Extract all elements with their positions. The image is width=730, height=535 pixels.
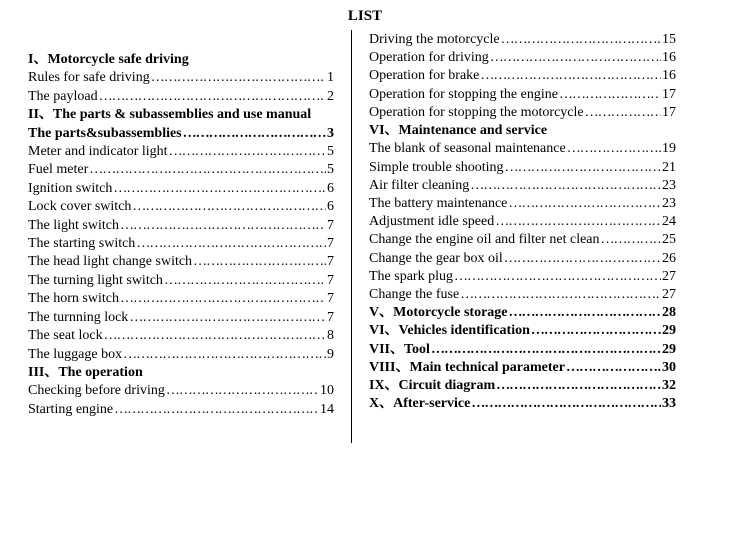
toc-entry-title: VII、Tool — [369, 341, 430, 357]
toc-entry-title: Operation for stopping the motorcycle — [369, 104, 584, 120]
column-divider — [351, 30, 352, 443]
toc-entry-page: 8 — [327, 328, 334, 344]
toc-entry-page: 33 — [662, 396, 676, 412]
toc-entry-page: 7 — [327, 309, 334, 325]
toc-entry-page: 10 — [320, 383, 334, 399]
toc-entry[interactable] — [28, 290, 334, 308]
toc-entry-page: 24 — [662, 214, 676, 230]
toc-entry-title: The battery maintenance — [369, 196, 508, 212]
toc-entry[interactable] — [28, 309, 334, 327]
toc-section-heading: VI、Maintenance and service — [369, 123, 548, 139]
toc-entry-page: 17 — [662, 104, 676, 120]
toc-entry-page: 17 — [662, 86, 676, 102]
toc-entry-page: 1 — [327, 70, 334, 86]
toc-entry-page: 32 — [662, 378, 676, 394]
toc-entry-title: Driving the motorcycle — [369, 32, 500, 47]
toc-entry-page: 5 — [327, 162, 334, 178]
toc-entry-page: 6 — [327, 180, 334, 196]
toc-entry-page: 16 — [662, 50, 676, 66]
toc-entry-page: 7 — [327, 254, 334, 270]
toc-entry-page: 9 — [327, 346, 334, 362]
toc-entry-title: Operation for stopping the engine — [369, 86, 558, 102]
toc-entry[interactable] — [369, 250, 676, 268]
toc-entry-page: 28 — [662, 305, 676, 321]
dot-leader — [508, 195, 661, 213]
dot-leader — [567, 140, 661, 158]
toc-entry[interactable] — [369, 86, 676, 104]
toc-section-heading: II、The parts & subassemblies and use manual — [28, 107, 312, 123]
toc-entry[interactable] — [369, 395, 676, 413]
dot-leader — [123, 346, 326, 364]
toc-entry-title: The starting switch — [28, 236, 136, 252]
dot-leader — [136, 235, 326, 253]
toc-entry-page: 23 — [662, 196, 676, 212]
toc-entry-page: 7 — [327, 272, 334, 288]
toc-entry-title: V、Motorcycle storage — [369, 305, 508, 321]
dot-leader — [164, 272, 326, 290]
dot-leader — [585, 104, 661, 122]
toc-entry-title: Rules for safe driving — [28, 70, 150, 86]
toc-entry-title: Fuel meter — [28, 162, 89, 178]
toc-entry-page: 29 — [662, 323, 676, 339]
toc-entry-title: Simple trouble shooting — [369, 159, 504, 175]
toc-entry[interactable] — [28, 382, 334, 400]
dot-leader — [129, 309, 326, 327]
toc-entry[interactable] — [28, 253, 334, 271]
toc-entry-title: The seat lock — [28, 328, 103, 344]
toc-entry-page: 5 — [327, 144, 334, 160]
dot-leader — [169, 143, 326, 161]
toc-entry-title: X、After-service — [369, 396, 471, 412]
toc-entry[interactable] — [369, 341, 676, 359]
toc-entry-page: 3 — [327, 125, 334, 141]
toc-entry-title: Checking before driving — [28, 383, 165, 399]
dot-leader — [496, 377, 661, 395]
toc-entry-title: Starting engine — [28, 401, 114, 417]
toc-entry-title: VIII、Main technical parameter — [369, 359, 565, 375]
toc-entry-page: 29 — [662, 341, 676, 357]
toc-entry-page: 2 — [327, 88, 334, 104]
toc-entry[interactable] — [28, 198, 334, 216]
toc-entry-title: The turnning lock — [28, 309, 129, 325]
toc-entry[interactable] — [369, 268, 676, 286]
toc-entry[interactable] — [369, 304, 676, 322]
toc-entry-title: The blank of seasonal maintenance — [369, 141, 566, 157]
dot-leader — [193, 253, 326, 271]
toc-entry[interactable] — [369, 67, 676, 85]
toc-entry[interactable] — [369, 195, 676, 213]
dot-leader — [132, 198, 326, 216]
dot-leader — [566, 359, 661, 377]
toc-entry-page: 27 — [662, 287, 676, 303]
toc-entry-title: Air filter cleaning — [369, 177, 470, 193]
toc-entry-page: 6 — [327, 199, 334, 215]
toc-entry-title: The parts&subassemblies — [28, 125, 182, 141]
toc-entry[interactable] — [28, 88, 334, 106]
toc-entry[interactable] — [28, 327, 334, 345]
toc-entry[interactable] — [28, 180, 334, 198]
toc-entry-title: The turning light switch — [28, 272, 163, 288]
toc-entry[interactable] — [28, 143, 334, 161]
toc-entry[interactable] — [28, 346, 334, 364]
toc-entry-title: Lock cover switch — [28, 199, 132, 215]
toc-entry[interactable] — [369, 322, 676, 340]
dot-leader — [601, 231, 661, 249]
toc-entry-page: 16 — [662, 68, 676, 84]
dot-leader — [114, 401, 319, 419]
dot-leader — [504, 250, 661, 268]
dot-leader — [120, 290, 326, 308]
dot-leader — [454, 268, 661, 286]
toc-entry[interactable] — [369, 159, 676, 177]
dot-leader — [166, 382, 319, 400]
dot-leader — [470, 177, 661, 195]
dot-leader — [104, 327, 326, 345]
dot-leader — [99, 88, 326, 106]
dot-leader — [531, 322, 661, 340]
toc-entry-page: 7 — [327, 291, 334, 307]
dot-leader — [501, 31, 661, 49]
toc-left-column — [28, 51, 334, 419]
toc-entry[interactable] — [28, 161, 334, 179]
dot-leader — [559, 86, 661, 104]
toc-entry-title: Ignition switch — [28, 180, 113, 196]
toc-entry-page: 25 — [662, 232, 676, 248]
toc-entry[interactable] — [28, 272, 334, 290]
toc-entry-title: Change the fuse — [369, 287, 460, 303]
toc-entry[interactable] — [369, 177, 676, 195]
toc-entry[interactable] — [369, 231, 676, 249]
toc-entry-page: 7 — [327, 236, 334, 252]
toc-entry-page: 23 — [662, 177, 676, 193]
dot-leader — [509, 304, 661, 322]
toc-entry-title: The horn switch — [28, 291, 119, 307]
toc-entry-title: Meter and indicator light — [28, 144, 168, 160]
toc-entry-page: 21 — [662, 159, 676, 175]
toc-section-heading: I、Motorcycle safe driving — [28, 52, 189, 67]
toc-entry[interactable] — [28, 217, 334, 235]
toc-entry-page: 30 — [662, 359, 676, 375]
dot-leader — [183, 125, 326, 143]
dot-leader — [113, 180, 326, 198]
toc-entry-title: The head light change switch — [28, 254, 193, 270]
dot-leader — [505, 159, 661, 177]
toc-entry-page: 27 — [662, 268, 676, 284]
toc-entry-page: 19 — [662, 141, 676, 157]
toc-entry-page: 7 — [327, 217, 334, 233]
dot-leader — [120, 217, 326, 235]
dot-leader — [480, 67, 661, 85]
toc-entry[interactable] — [369, 359, 676, 377]
toc-entry[interactable] — [369, 140, 676, 158]
toc-entry[interactable] — [369, 104, 676, 122]
toc-entry-title: The payload — [28, 88, 98, 104]
toc-right-column — [369, 31, 676, 413]
toc-entry[interactable] — [28, 401, 334, 419]
toc-entry[interactable] — [369, 31, 676, 49]
toc-entry[interactable] — [28, 69, 334, 87]
toc-entry-page: 15 — [662, 32, 676, 47]
toc-entry-page: 14 — [320, 401, 334, 417]
toc-entry[interactable] — [369, 377, 676, 395]
toc-entry-title: Adjustment idle speed — [369, 214, 495, 230]
toc-entry-title: The light switch — [28, 217, 119, 233]
toc-entry-title: Operation for driving — [369, 50, 489, 66]
dot-leader — [89, 161, 326, 179]
toc-entry[interactable] — [28, 235, 334, 253]
dot-leader — [490, 49, 661, 67]
dot-leader — [431, 341, 661, 359]
toc-entry-title: IX、Circuit diagram — [369, 378, 496, 394]
dot-leader — [151, 69, 326, 87]
dot-leader — [495, 213, 661, 231]
toc-entry-title: Operation for brake — [369, 68, 480, 84]
dot-leader — [471, 395, 661, 413]
page-title: LIST — [347, 8, 383, 24]
toc-entry-title: The spark plug — [369, 268, 453, 284]
toc-entry-title: Change the gear box oil — [369, 250, 503, 266]
toc-entry-page: 26 — [662, 250, 676, 266]
toc-entry-title: VI、Vehicles identification — [369, 323, 530, 339]
toc-section-heading: III、The operation — [28, 364, 143, 380]
toc-entry-title: The luggage box — [28, 346, 123, 362]
toc-entry[interactable] — [369, 49, 676, 67]
toc-entry[interactable] — [369, 286, 676, 304]
toc-entry[interactable] — [28, 125, 334, 143]
toc-entry-title: Change the engine oil and filter net clean — [369, 232, 600, 248]
toc-entry[interactable] — [369, 213, 676, 231]
dot-leader — [460, 286, 661, 304]
